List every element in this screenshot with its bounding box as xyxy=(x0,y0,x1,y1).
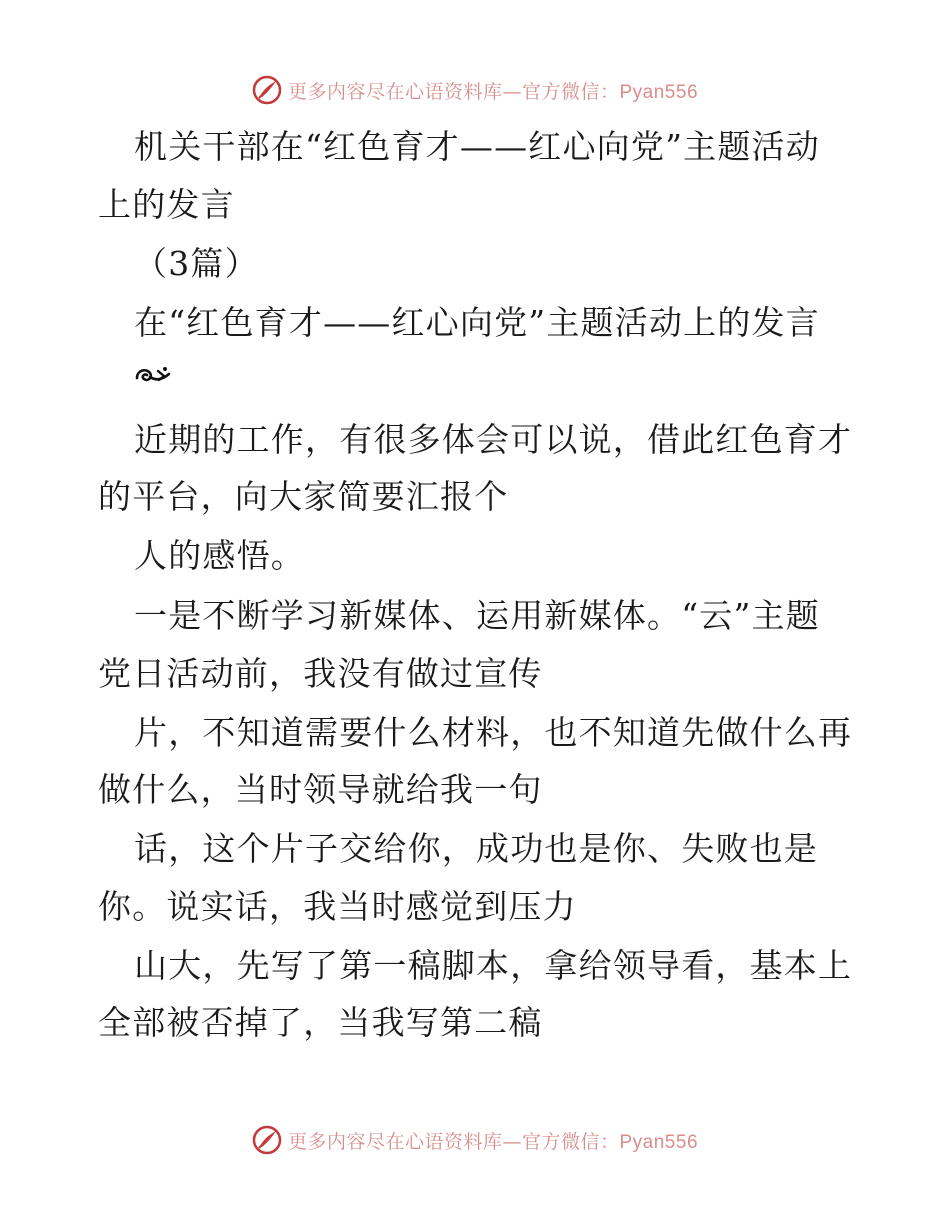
paragraph-line: 你。说实话，我当时感觉到压力 xyxy=(98,887,577,926)
paragraph-line: 人的感悟。 xyxy=(134,536,305,575)
decorative-swirl-icon xyxy=(134,362,172,390)
paragraph-line: 党日活动前，我没有做过宣传 xyxy=(98,654,543,693)
paragraph-line: 话，这个片子交给你，成功也是你、失败也是 xyxy=(134,829,818,868)
paragraph-line: 的平台，向大家简要汇报个 xyxy=(98,477,509,516)
document-title-line-2: 上的发言 xyxy=(98,185,235,224)
quill-logo-icon xyxy=(252,1125,282,1155)
document-subtitle: 在“红色育才——红心向党”主题活动上的发言 xyxy=(134,303,820,342)
paragraph-line: 山大，先写了第一稿脚本，拿给领导看，基本上 xyxy=(134,946,853,985)
document-count: （3篇） xyxy=(134,244,259,283)
paragraph-line: 做什么，当时领导就给我一句 xyxy=(98,770,543,809)
footer-watermark xyxy=(0,1120,950,1160)
header-watermark xyxy=(0,70,950,110)
watermark-text: 更多内容尽在心语资料库—官方微信：Pyan556 xyxy=(287,80,699,103)
document-title-line-1: 机关干部在“红色育才——红心向党”主题活动 xyxy=(134,127,820,166)
paragraph-line: 片，不知道需要什么材料，也不知道先做什么再 xyxy=(134,713,853,752)
quill-logo-icon xyxy=(252,75,282,105)
paragraph-line: 一是不断学习新媒体、运用新媒体。“云”主题 xyxy=(134,596,820,635)
paragraph-line: 全部被否掉了，当我写第二稿 xyxy=(98,1003,543,1042)
paragraph-line: 近期的工作，有很多体会可以说，借此红色育才 xyxy=(134,420,853,459)
watermark-text: 更多内容尽在心语资料库—官方微信：Pyan556 xyxy=(287,1130,699,1153)
